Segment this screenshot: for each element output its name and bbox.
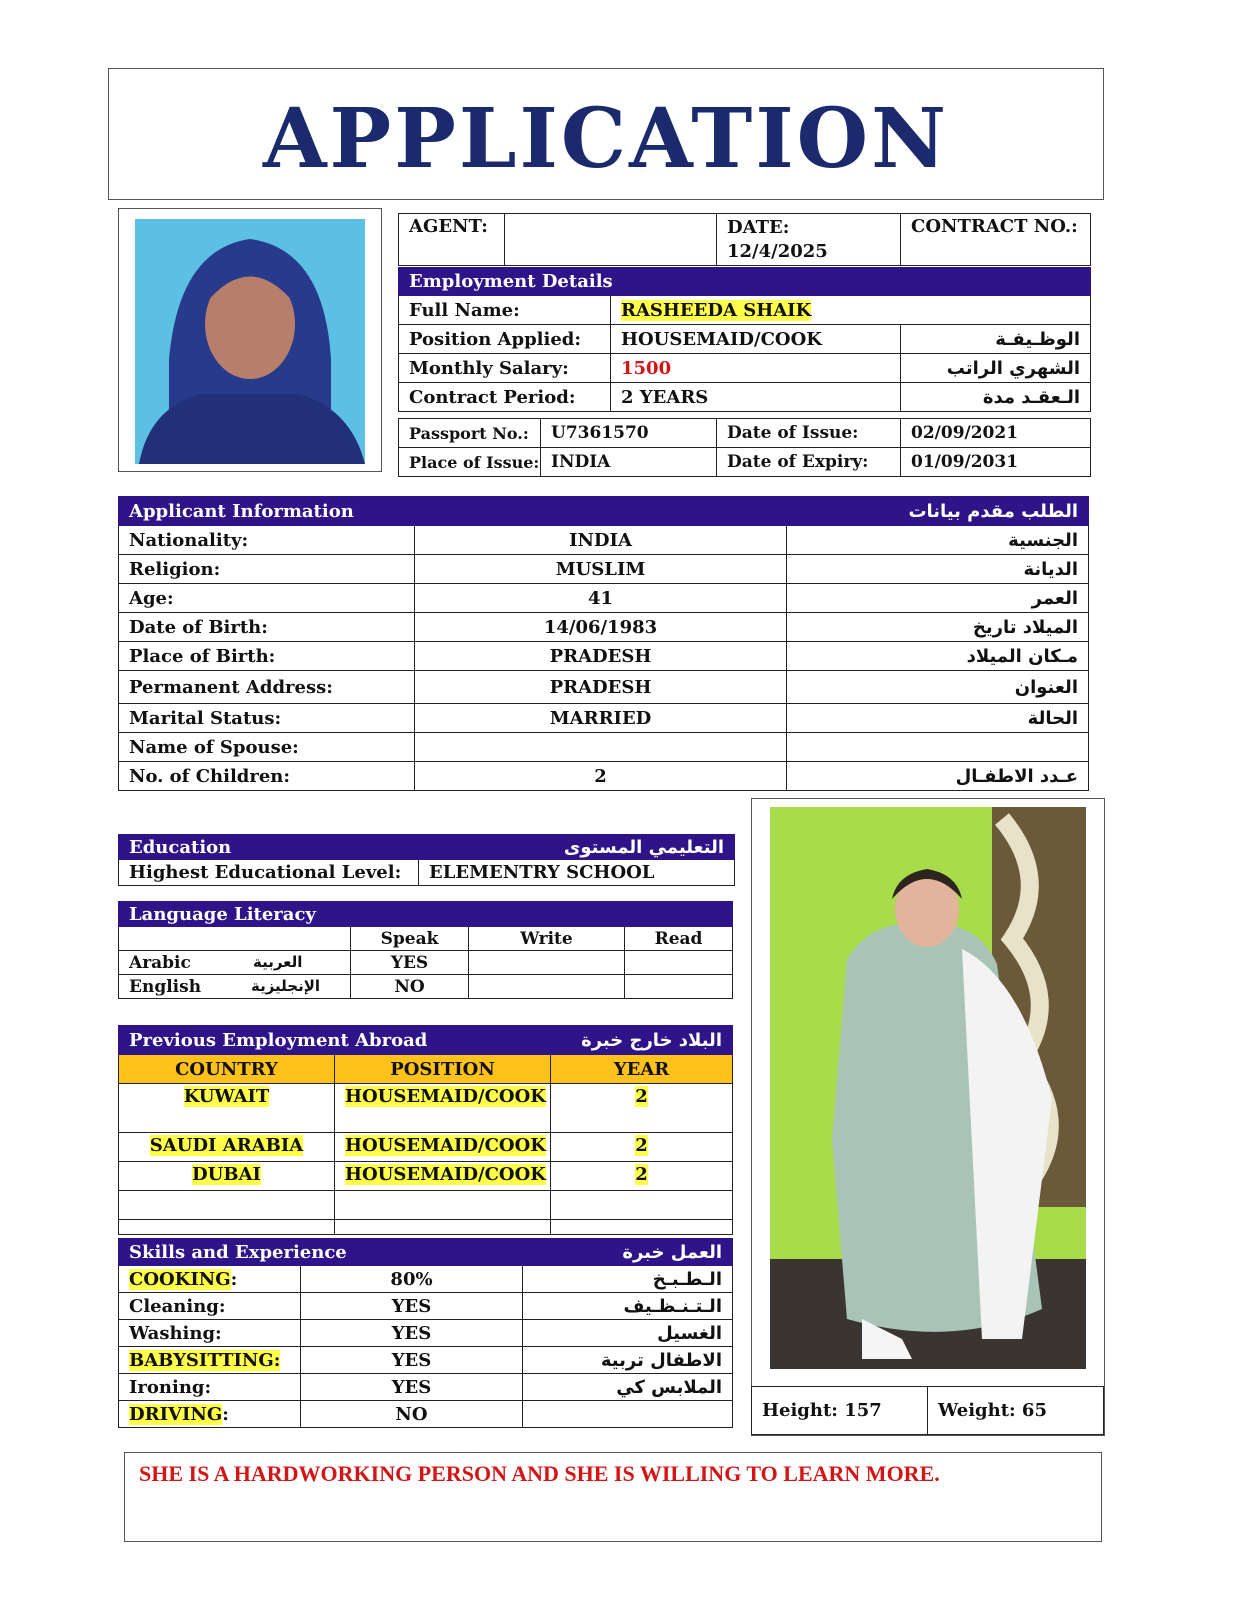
applicant-row <box>119 762 1089 791</box>
col-country: COUNTRY <box>119 1055 335 1084</box>
empty-cell <box>551 1220 733 1235</box>
skill-value: YES <box>301 1293 523 1320</box>
applicant-row-label: Date of Birth: <box>119 613 415 642</box>
applicant-row-arabic: الجنسية <box>787 526 1089 555</box>
previous-row <box>119 1162 733 1191</box>
previous-rows <box>119 1084 733 1191</box>
language-name: Arabic <box>129 952 191 973</box>
language-write <box>469 975 625 999</box>
language-table <box>118 901 733 999</box>
empty-cell <box>335 1191 551 1220</box>
applicant-row-value: INDIA <box>415 526 787 555</box>
issue-date-value: 02/09/2021 <box>901 419 1091 448</box>
position-label: Position Applied: <box>399 325 611 354</box>
skill-arabic: الملابس كي <box>523 1374 733 1401</box>
skills-header: Skills and Experience <box>119 1239 523 1266</box>
applicant-row-value: MARRIED <box>415 704 787 733</box>
applicant-row-label: Marital Status: <box>119 704 415 733</box>
previous-header-arabic: البلاد خارج خبرة <box>551 1026 733 1055</box>
skill-row <box>119 1266 733 1293</box>
skill-value: YES <box>301 1347 523 1374</box>
empty-cell <box>119 1191 335 1220</box>
applicant-header: Applicant Information <box>119 497 787 526</box>
skill-label: BABYSITTING: <box>129 1349 281 1371</box>
full-body-image <box>752 799 1104 1435</box>
skill-label-cell <box>119 1293 301 1320</box>
skill-label-cell <box>119 1320 301 1347</box>
date-cell <box>717 214 901 266</box>
skill-arabic <box>523 1401 733 1428</box>
previous-year: 2 <box>635 1086 648 1107</box>
agent-table <box>398 213 1091 266</box>
language-corner <box>119 927 351 951</box>
previous-row <box>119 1133 733 1162</box>
applicant-row <box>119 526 1089 555</box>
date-value: 12/4/2025 <box>727 241 828 262</box>
language-name: English <box>129 976 202 997</box>
applicant-row-label: Name of Spouse: <box>119 733 415 762</box>
skill-label: Washing: <box>129 1322 222 1344</box>
applicant-row <box>119 704 1089 733</box>
skill-label: Cleaning: <box>129 1295 226 1317</box>
previous-header: Previous Employment Abroad <box>119 1026 551 1055</box>
applicant-row-label: Permanent Address: <box>119 671 415 704</box>
full-name-cell <box>611 296 1091 325</box>
language-arabic: الإنجليزية <box>251 976 321 995</box>
applicant-row-arabic: الحالة <box>787 704 1089 733</box>
skill-row <box>119 1347 733 1374</box>
salary-label: Monthly Salary: <box>399 354 611 383</box>
skill-label-cell <box>119 1347 301 1374</box>
skill-arabic: الـطـبـخ <box>523 1266 733 1293</box>
place-issue-label: Place of Issue: <box>399 448 541 477</box>
language-write <box>469 951 625 975</box>
skill-arabic: الغسيل <box>523 1320 733 1347</box>
previous-country-cell <box>119 1084 335 1133</box>
page-title: APPLICATION <box>262 91 950 187</box>
issue-date-label: Date of Issue: <box>717 419 901 448</box>
applicant-row-value: 41 <box>415 584 787 613</box>
language-row <box>119 951 733 975</box>
agent-value <box>505 214 717 266</box>
previous-table <box>118 1025 733 1235</box>
title-box <box>108 68 1104 200</box>
skill-value: 80% <box>301 1266 523 1293</box>
date-label: DATE: <box>727 217 790 238</box>
applicant-row-arabic: العمر <box>787 584 1089 613</box>
applicant-row <box>119 613 1089 642</box>
previous-country: KUWAIT <box>183 1086 270 1107</box>
skill-value: NO <box>301 1401 523 1428</box>
previous-position-cell <box>335 1133 551 1162</box>
period-label: Contract Period: <box>399 383 611 412</box>
applicant-row-value <box>415 733 787 762</box>
applicant-row <box>119 733 1089 762</box>
position-value: HOUSEMAID/COOK <box>611 325 901 354</box>
previous-position: HOUSEMAID/COOK <box>345 1135 546 1156</box>
language-row <box>119 975 733 999</box>
period-value: 2 YEARS <box>611 383 901 412</box>
previous-country-cell <box>119 1133 335 1162</box>
education-table <box>118 834 735 886</box>
position-arabic: الوظـيفـة <box>901 325 1091 354</box>
skill-label-cell <box>119 1374 301 1401</box>
language-rows <box>119 951 733 999</box>
applicant-row-label: Place of Birth: <box>119 642 415 671</box>
previous-year-cell <box>551 1162 733 1191</box>
skill-label-cell <box>119 1401 301 1428</box>
language-cell <box>119 975 351 999</box>
education-header-arabic: التعليمي المستوى <box>419 835 735 860</box>
applicant-row-label: No. of Children: <box>119 762 415 791</box>
empty-cell <box>119 1220 335 1235</box>
full-name-label: Full Name: <box>399 296 611 325</box>
applicant-rows <box>119 526 1089 791</box>
previous-year-cell <box>551 1133 733 1162</box>
applicant-row-label: Age: <box>119 584 415 613</box>
applicant-row-label: Religion: <box>119 555 415 584</box>
employment-header: Employment Details <box>399 268 1091 296</box>
previous-country: SAUDI ARABIA <box>149 1135 304 1156</box>
weight-value: Weight: 65 <box>928 1387 1104 1435</box>
skill-value: YES <box>301 1320 523 1347</box>
previous-position: HOUSEMAID/COOK <box>345 1164 546 1185</box>
empty-cell <box>551 1191 733 1220</box>
skill-label: COOKING <box>129 1268 231 1290</box>
empty-cell <box>335 1220 551 1235</box>
col-read: Read <box>625 927 733 951</box>
education-level-value: ELEMENTRY SCHOOL <box>419 860 735 886</box>
measurement-table <box>751 1386 1104 1435</box>
full-body-photo <box>751 798 1105 1436</box>
skill-label-suffix: : <box>222 1403 229 1425</box>
language-read <box>625 951 733 975</box>
applicant-row <box>119 584 1089 613</box>
height-value: Height: 157 <box>752 1387 928 1435</box>
skill-label-suffix: : <box>230 1268 238 1290</box>
skills-rows <box>119 1266 733 1428</box>
remark-box <box>124 1452 1102 1542</box>
passport-no-label: Passport No.: <box>399 419 541 448</box>
remark-text: SHE IS A HARDWORKING PERSON AND SHE IS WILLING TO LEARN MORE. <box>139 1461 940 1486</box>
applicant-row-value: PRADESH <box>415 671 787 704</box>
language-speak: YES <box>351 951 469 975</box>
col-write: Write <box>469 927 625 951</box>
expiry-value: 01/09/2031 <box>901 448 1091 477</box>
place-issue-value: INDIA <box>541 448 717 477</box>
period-arabic: الـعقـد مدة <box>901 383 1091 412</box>
applicant-row <box>119 671 1089 704</box>
applicant-row-arabic: مـكان الميلاد <box>787 642 1089 671</box>
portrait-photo <box>118 208 382 472</box>
applicant-row-arabic: الديانة <box>787 555 1089 584</box>
skill-label: Ironing: <box>129 1376 212 1398</box>
language-read <box>625 975 733 999</box>
agent-label: AGENT: <box>399 214 505 266</box>
education-level-label: Highest Educational Level: <box>119 860 419 886</box>
skills-header-arabic: العمل خبرة <box>523 1239 733 1266</box>
previous-year: 2 <box>635 1135 648 1156</box>
language-arabic: العربية <box>253 952 303 971</box>
language-speak: NO <box>351 975 469 999</box>
applicant-row-arabic: عـدد الاطفـال <box>787 762 1089 791</box>
previous-year-cell <box>551 1084 733 1133</box>
salary-value: 1500 <box>611 354 901 383</box>
salary-arabic: الشهري الراتب <box>901 354 1091 383</box>
applicant-row-arabic <box>787 733 1089 762</box>
passport-table <box>398 418 1091 477</box>
language-cell <box>119 951 351 975</box>
applicant-row-value: 14/06/1983 <box>415 613 787 642</box>
applicant-row-value: MUSLIM <box>415 555 787 584</box>
applicant-row-value: 2 <box>415 762 787 791</box>
previous-position-cell <box>335 1084 551 1133</box>
skill-row <box>119 1320 733 1347</box>
portrait-image <box>119 209 381 471</box>
skill-value: YES <box>301 1374 523 1401</box>
skill-row <box>119 1374 733 1401</box>
col-position: POSITION <box>335 1055 551 1084</box>
applicant-row-label: Nationality: <box>119 526 415 555</box>
skill-arabic: الـتـنـظـيف <box>523 1293 733 1320</box>
previous-position: HOUSEMAID/COOK <box>345 1086 546 1107</box>
col-speak: Speak <box>351 927 469 951</box>
applicant-row-arabic: العنوان <box>787 671 1089 704</box>
applicant-row-arabic: الميلاد تاريخ <box>787 613 1089 642</box>
language-header: Language Literacy <box>119 902 733 927</box>
skill-label: DRIVING <box>129 1403 223 1425</box>
applicant-header-arabic: الطلب مقدم بيانات <box>787 497 1089 526</box>
previous-country-cell <box>119 1162 335 1191</box>
expiry-label: Date of Expiry: <box>717 448 901 477</box>
previous-row <box>119 1084 733 1133</box>
skill-label-cell <box>119 1266 301 1293</box>
applicant-table <box>118 496 1089 791</box>
skill-arabic: الاطفال تربية <box>523 1347 733 1374</box>
contract-label: CONTRACT NO.: <box>901 214 1091 266</box>
previous-year: 2 <box>635 1164 648 1185</box>
previous-country: DUBAI <box>192 1164 261 1185</box>
skill-row <box>119 1401 733 1428</box>
col-year: YEAR <box>551 1055 733 1084</box>
applicant-row <box>119 642 1089 671</box>
skill-row <box>119 1293 733 1320</box>
skills-table <box>118 1238 733 1428</box>
applicant-row-value: PRADESH <box>415 642 787 671</box>
education-header: Education <box>119 835 419 860</box>
applicant-row <box>119 555 1089 584</box>
full-name-value: RASHEEDA SHAIK <box>621 299 812 321</box>
previous-position-cell <box>335 1162 551 1191</box>
employment-table <box>398 267 1091 412</box>
passport-no-value: U7361570 <box>541 419 717 448</box>
